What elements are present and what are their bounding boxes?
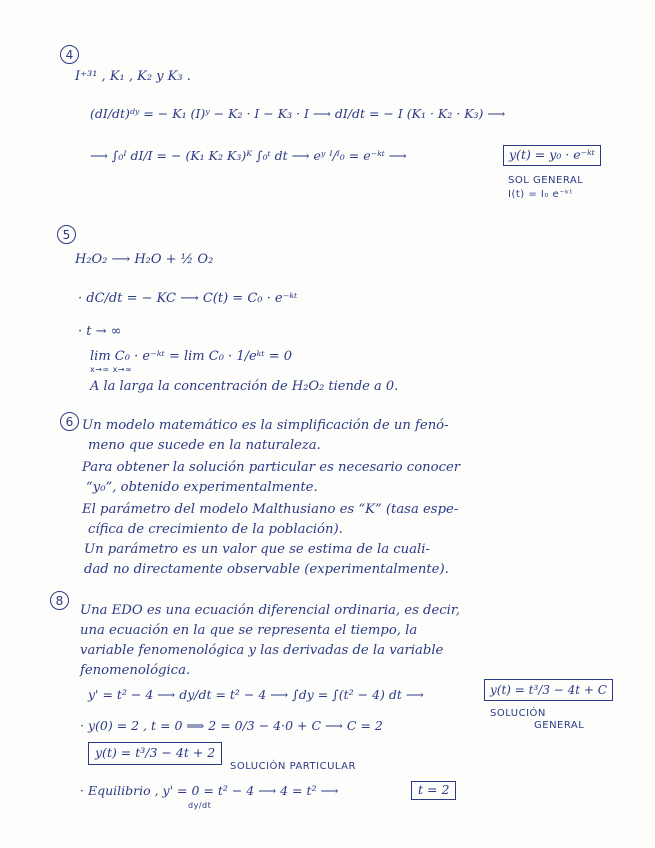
q8-equation-3: · Equilibrio , y' = 0 = t² − 4 ⟶ 4 = t² ⟶: [80, 783, 339, 798]
q5-limit: lim C₀ · e⁻ᵏᵗ = lim C₀ · 1/eᵏᵗ = 0: [90, 349, 293, 364]
question-number-4: 4: [60, 45, 79, 64]
q4-equation-1: (dI/dt)ᵈʸ = − K₁ (I)ʸ − K₂ · I − K₃ · I ⟶ dI/dt = − I (K₁ · K₂ · K₃) ⟶: [90, 106, 506, 121]
q8-equilibrium-box: t = 2: [411, 781, 456, 800]
q8-caption-solucion: SOLUCIÓN: [490, 708, 546, 719]
q6-line-1: Un modelo matemático es la simplificación de un fenó-: [82, 418, 449, 433]
q6-line-2: meno que sucede en la naturaleza.: [88, 438, 321, 453]
q8-line-4: fenomenológica.: [80, 663, 191, 678]
q5-reaction: H₂O₂ ⟶ H₂O + ½ O₂: [75, 252, 214, 267]
q8-caption-particular: SOLUCIÓN PARTICULAR: [230, 761, 356, 772]
q8-general-solution-box: y(t) = t³/3 − 4t + C: [484, 679, 613, 701]
q6-line-4: “y₀”, obtenido experimentalmente.: [86, 480, 318, 495]
q5-equation-2: · t → ∞: [78, 324, 122, 339]
question-number-8: 8: [50, 591, 69, 610]
q6-line-7: Un parámetro es un valor que se estima de la cuali-: [84, 542, 430, 557]
q8-equation-2: · y(0) = 2 , t = 0 ⟹ 2 = 0/3 − 4·0 + C ⟶ C = 2: [80, 718, 383, 733]
q8-line-2: una ecuación en la que se representa el tiempo, la: [80, 623, 418, 638]
q4-variables: I⁺³¹ , K₁ , K₂ y K₃ .: [75, 69, 191, 84]
q8-equation-3-subscript: dy/dt: [188, 801, 212, 810]
q5-limit-subscript: x→∞ x→∞: [90, 365, 133, 374]
q4-caption-formula: I(t) = I₀ e⁻ᵏᵗ: [508, 189, 574, 200]
q8-line-1: Una EDO es una ecuación diferencial ordinaria, es decir,: [80, 603, 460, 618]
q4-caption-general: SOL GENERAL: [508, 175, 584, 186]
q8-caption-general: GENERAL: [534, 720, 585, 731]
q4-result-box: y(t) = y₀ · e⁻ᵏᵗ: [503, 145, 601, 166]
q5-conclusion: A la larga la concentración de H₂O₂ tiende a 0.: [90, 379, 399, 394]
question-number-5: 5: [57, 225, 76, 244]
q8-equation-1: y' = t² − 4 ⟶ dy/dt = t² − 4 ⟶ ∫dy = ∫(t² − 4) dt ⟶: [88, 687, 424, 702]
q8-line-3: variable fenomenológica y las derivadas de la variable: [80, 643, 444, 658]
q5-equation-1: · dC/dt = − KC ⟶ C(t) = C₀ · e⁻ᵏᵗ: [78, 291, 298, 306]
q6-line-5: El parámetro del modelo Malthusiano es “K” (tasa espe-: [82, 502, 459, 517]
q6-line-3: Para obtener la solución particular es necesario conocer: [82, 460, 461, 475]
q6-line-8: dad no directamente observable (experimentalmente).: [84, 562, 449, 577]
q8-particular-solution-box: y(t) = t³/3 − 4t + 2: [88, 742, 222, 765]
q4-equation-2: ⟶ ∫₀ᴵ dI/I = − (K₁ K₂ K₃)ᴷ ∫₀ᵗ dt ⟶ eʸ ᴵ/ᴵ₀ = e⁻ᵏᵗ ⟶: [90, 148, 407, 163]
q6-line-6: cífica de crecimiento de la población).: [88, 522, 343, 537]
question-number-6: 6: [60, 412, 79, 431]
